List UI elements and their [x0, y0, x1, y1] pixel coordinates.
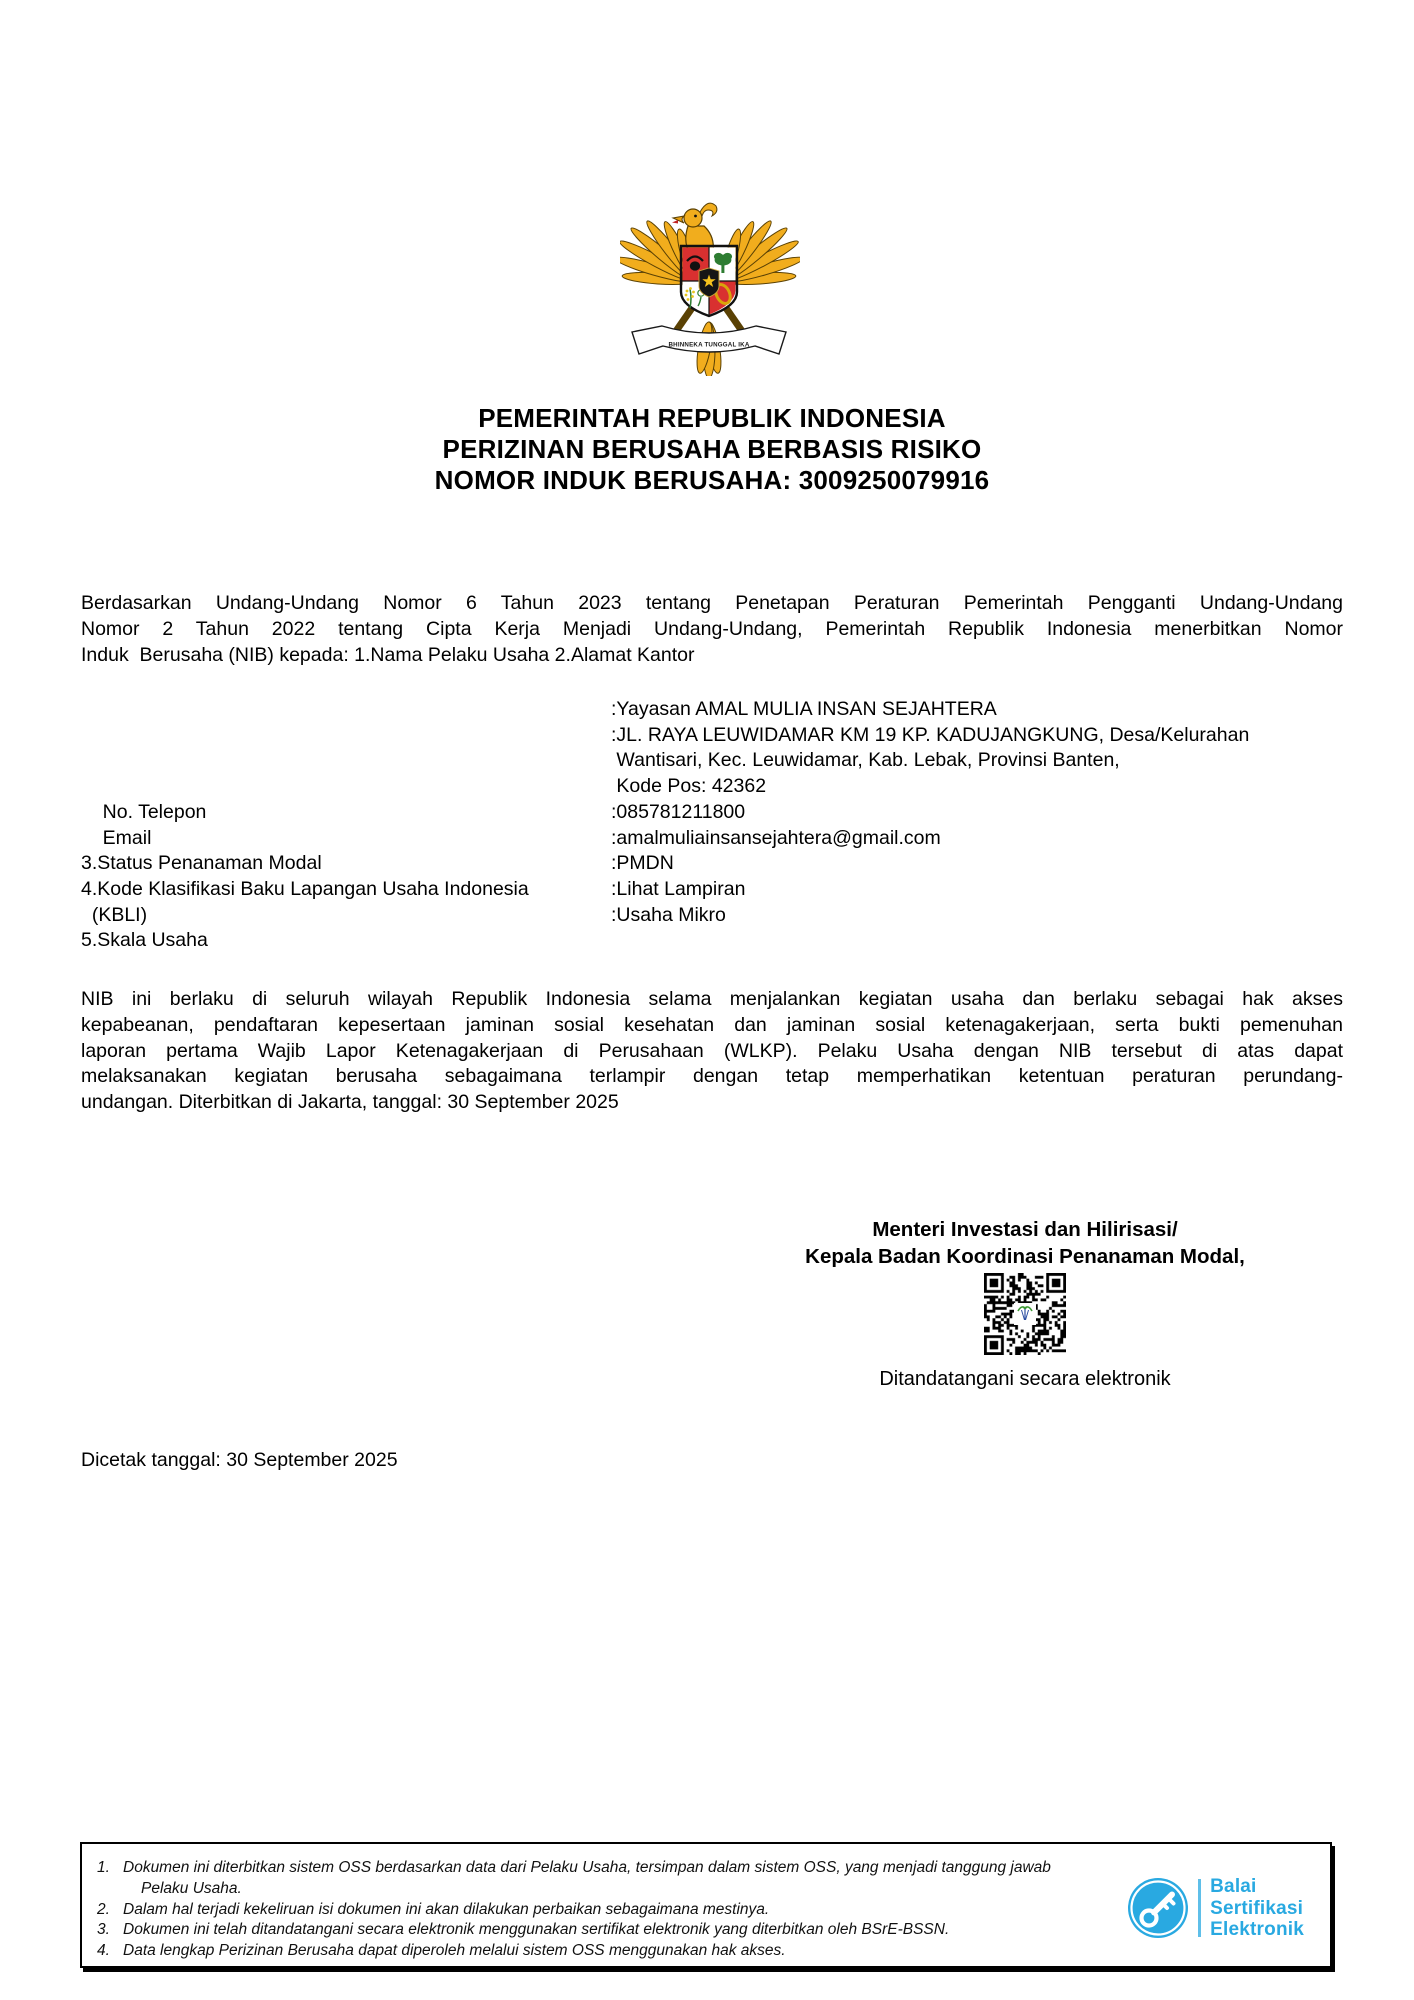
detail-value: Kode Pos: 42362 [611, 775, 767, 798]
detail-label [81, 723, 611, 749]
title-line-1: PEMERINTAH REPUBLIK INDONESIA [478, 403, 946, 433]
detail-row [81, 697, 1343, 723]
footnotes [97, 1858, 1127, 1962]
details-list [81, 697, 1343, 954]
printed-date: Dicetak tanggal: 30 September 2025 [81, 1449, 398, 1471]
footnote-text: Data lengkap Perizinan Berusaha dapat diperoleh melalui sistem OSS menggunakan hak akses. [123, 1942, 786, 1960]
intro-line: Nomor 2 Tahun 2022 tentang Cipta Kerja Menjadi Undang-Undang, Pemerintah Republik Indonesia menerbitkan Nomor [81, 617, 1343, 640]
body-line: undangan. Diterbitkan di Jakarta, tanggal: 30 September 2025 [81, 1091, 619, 1114]
bkpm-logo-icon [1014, 1303, 1036, 1325]
footnote-number: 2. [97, 1900, 110, 1918]
signature-block [775, 1216, 1275, 1391]
footnote-text: Dokumen ini telah ditandatangani secara elektronik menggunakan sertifikat elektronik yang diterbitkan oleh BSrE-BSSN. [123, 1921, 950, 1939]
signatory-title-line-1: Menteri Investasi dan Hilirisasi/ [872, 1218, 1178, 1241]
detail-label [81, 748, 611, 774]
footnote-item [97, 1920, 1127, 1941]
detail-row [81, 851, 1343, 877]
title-line-3: NOMOR INDUK BERUSAHA: 3009250079916 [434, 465, 990, 495]
footnote-number [97, 1879, 123, 1900]
detail-row [81, 903, 1343, 929]
signatory-title-line-2: Kepala Badan Koordinasi Penanaman Modal, [805, 1245, 1245, 1268]
key-icon [1127, 1877, 1189, 1939]
detail-label: Email [81, 826, 152, 849]
body-line: NIB ini berlaku di seluruh wilayah Republik Indonesia selama menjalankan kegiatan usaha dan berlaku sebagai hak akses [81, 988, 1343, 1010]
footnote-number: 1. [97, 1859, 110, 1876]
detail-row [81, 826, 1343, 852]
detail-label: 3.Status Penanaman Modal [81, 852, 322, 875]
detail-row [81, 877, 1343, 903]
footnotes-box [80, 1842, 1332, 1968]
detail-value: :JL. RAYA LEUWIDAMAR KM 19 KP. KADUJANGKUNG, Desa/Kelurahan [611, 723, 1250, 746]
detail-label: 4.Kode Klasifikasi Baku Lapangan Usaha Indonesia [81, 877, 529, 900]
bsre-logo-text [1210, 1876, 1304, 1941]
detail-value: :085781211800 [611, 800, 746, 823]
detail-row [81, 800, 1343, 826]
electronic-signature-caption: Ditandatangani secara elektronik [879, 1368, 1171, 1390]
detail-row [81, 748, 1343, 774]
garuda-pancasila-emblem [620, 186, 800, 376]
detail-value: :Usaha Mikro [611, 903, 726, 926]
title-line-2: PERIZINAN BERUSAHA BERBASIS RISIKO [442, 434, 982, 464]
footnote-text: Pelaku Usaha. [141, 1879, 242, 1897]
detail-label: No. Telepon [81, 800, 207, 823]
footnote-text: Dalam hal terjadi kekeliruan isi dokumen ini akan dilakukan perbaikan sebagaimana mestinya. [123, 1900, 770, 1918]
bsre-logo [1127, 1876, 1304, 1941]
body-line: kepabeanan, pendaftaran kepesertaan jaminan sosial kesehatan dan jaminan sosial ketenagakerjaan, serta bukti pemenuhan [81, 1013, 1343, 1036]
bsre-word-2: Sertifikasi [1210, 1897, 1304, 1919]
document-title [76, 403, 1348, 496]
bsre-word-3: Elektronik [1210, 1919, 1304, 1940]
footnote-number: 3. [97, 1921, 110, 1939]
footnote-item [97, 1879, 1127, 1900]
intro-paragraph [81, 591, 1343, 668]
footnote-item [97, 1941, 1127, 1962]
detail-value: Wantisari, Kec. Leuwidamar, Kab. Lebak, Provinsi Banten, [611, 749, 1120, 772]
qr-code [984, 1273, 1066, 1355]
detail-label: (KBLI) [81, 903, 148, 926]
body-paragraph [81, 987, 1343, 1116]
detail-value: :Lihat Lampiran [611, 877, 746, 900]
detail-label [81, 774, 611, 800]
emblem-motto: BHINNEKA TUNGGAL IKA [668, 341, 750, 349]
detail-label: 5.Skala Usaha [81, 929, 208, 952]
footnote-item [97, 1858, 1127, 1879]
footnote-item [97, 1900, 1127, 1921]
body-line: melaksanakan kegiatan berusaha sebagaimana terlampir dengan tetap memperhatikan ketentuan peraturan perundang- [81, 1065, 1343, 1088]
detail-row [81, 774, 1343, 800]
body-line: laporan pertama Wajib Lapor Ketenagakerjaan di Perusahaan (WLKP). Pelaku Usaha dengan NIB tersebut di atas dapat [81, 1039, 1343, 1062]
footnote-number: 4. [97, 1942, 110, 1960]
detail-label [81, 697, 611, 723]
detail-value: :Yayasan AMAL MULIA INSAN SEJAHTERA [611, 698, 997, 720]
detail-row [81, 723, 1343, 749]
logo-divider [1198, 1879, 1201, 1937]
bsre-word-1: Balai [1210, 1876, 1257, 1897]
intro-line: Berdasarkan Undang-Undang Nomor 6 Tahun 2023 tentang Penetapan Peraturan Pemerintah Pengganti Undang-Undang [81, 592, 1343, 614]
detail-value [611, 928, 1343, 954]
detail-value: :PMDN [611, 852, 674, 875]
footnote-text: Dokumen ini diterbitkan sistem OSS berdasarkan data dari Pelaku Usaha, tersimpan dalam sistem OSS, yang menjadi tanggung jawab [123, 1859, 1051, 1876]
intro-line: Induk Berusaha (NIB) kepada: 1.Nama Pelaku Usaha 2.Alamat Kantor [81, 643, 695, 666]
detail-row [81, 928, 1343, 954]
detail-value: :amalmuliainsansejahtera@gmail.com [611, 826, 941, 849]
garuda-icon [620, 186, 800, 376]
